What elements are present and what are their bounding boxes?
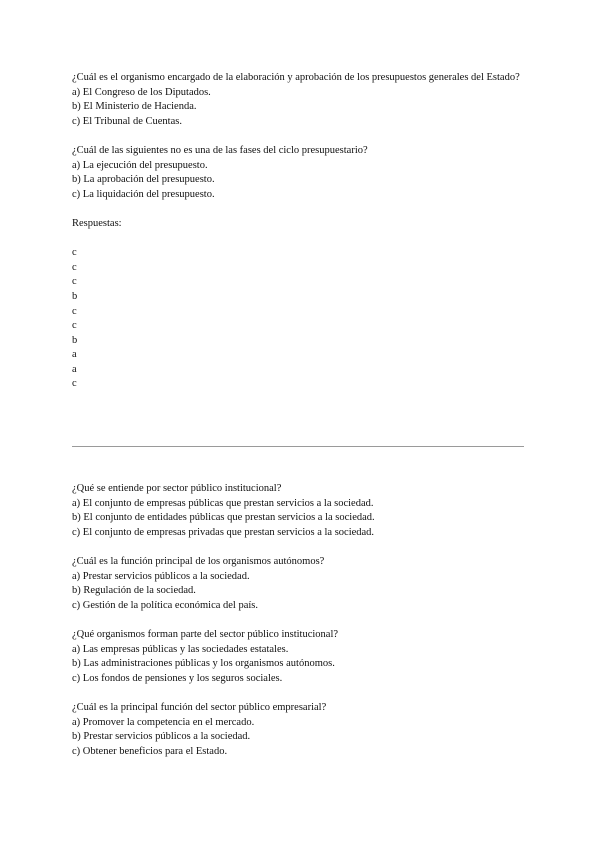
option-c: c) Obtener beneficios para el Estado. (72, 745, 228, 757)
question-text: ¿Cuál es la principal función del sector público empresarial? (72, 701, 327, 713)
question-text: ¿Cuál de las siguientes no es una de las fases del ciclo presupuestario? (72, 144, 368, 156)
option-b: b) La aprobación del presupuesto. (72, 174, 215, 186)
option-b: b) Prestar servicios públicos a la sociedad. (72, 731, 251, 743)
option-c: c) Gestión de la política económica del país. (72, 599, 259, 611)
option-b: b) Las administraciones públicas y los organismos autónomos. (72, 658, 335, 670)
answer-item: a (72, 349, 77, 361)
option-c: c) Los fondos de pensiones y los seguros sociales. (72, 672, 283, 684)
question-text: ¿Cuál es el organismo encargado de la elaboración y aprobación de los presupuestos generales del Estado? (72, 72, 520, 83)
question-block (72, 144, 527, 202)
question-block (72, 701, 527, 759)
question-text: ¿Qué organismos forman parte del sector público institucional? (72, 628, 339, 640)
option-b: b) Regulación de la sociedad. (72, 585, 196, 597)
option-c: c) El conjunto de empresas privadas que prestan servicios a la sociedad. (72, 526, 375, 538)
question-block (72, 628, 527, 686)
question-text: ¿Qué se entiende por sector público institucional? (72, 483, 282, 494)
option-a: a) El conjunto de empresas públicas que prestan servicios a la sociedad. (72, 497, 374, 509)
option-c: c) La liquidación del presupuesto. (72, 188, 215, 200)
question-text: ¿Cuál es la función principal de los organismos autónomos? (72, 555, 325, 567)
answer-item: c (72, 305, 77, 317)
answer-item: a (72, 363, 77, 375)
answer-item: c (72, 276, 77, 288)
answer-item: c (72, 247, 77, 259)
question-block (72, 71, 527, 129)
answers-label: Respuestas: (72, 217, 122, 229)
option-c: c) El Tribunal de Cuentas. (72, 115, 182, 127)
option-a: a) El Congreso de los Diputados. (72, 86, 211, 98)
answer-item: c (72, 261, 77, 273)
section-2 (72, 482, 527, 774)
horizontal-divider (72, 446, 524, 447)
option-a: a) La ejecución del presupuesto. (72, 159, 208, 171)
option-b: b) El conjunto de entidades públicas que prestan servicios a la sociedad. (72, 512, 375, 524)
option-a: a) Promover la competencia en el mercado. (72, 716, 255, 728)
option-b: b) El Ministerio de Hacienda. (72, 101, 197, 113)
answers-list (72, 246, 527, 392)
question-block (72, 482, 527, 540)
answer-item: c (72, 320, 77, 332)
answer-item: b (72, 290, 78, 302)
answer-item: b (72, 334, 78, 346)
answer-item: c (72, 378, 77, 390)
section-1 (72, 71, 527, 392)
question-block (72, 555, 527, 613)
option-a: a) Prestar servicios públicos a la sociedad. (72, 570, 250, 582)
option-a: a) Las empresas públicas y las sociedades estatales. (72, 643, 289, 655)
